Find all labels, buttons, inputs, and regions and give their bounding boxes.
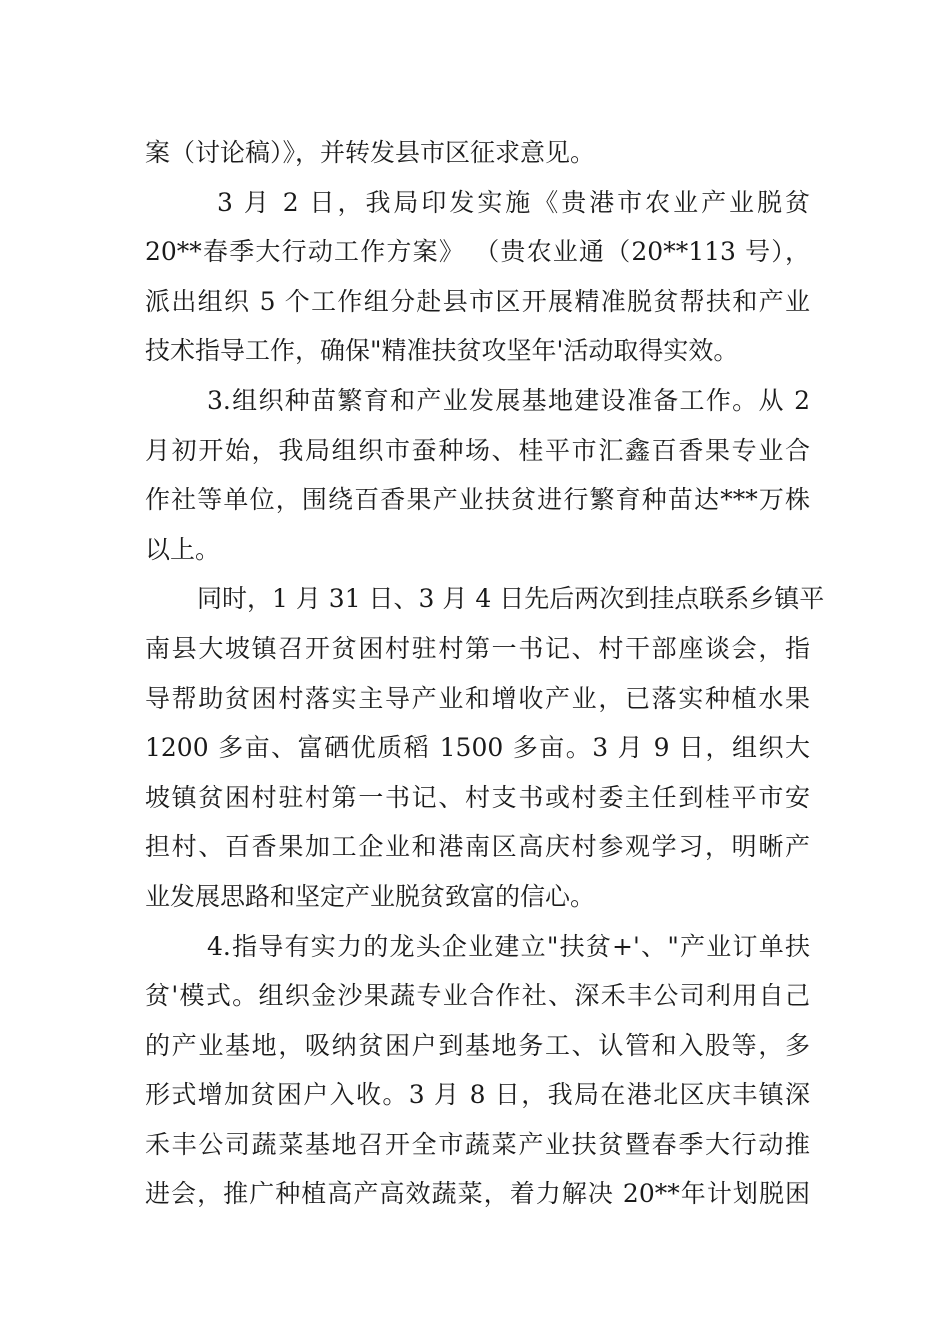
text-line: 4.指导有实力的龙头企业建立"扶贫+'、"产业订单扶 [207,931,810,961]
text-line: 业发展思路和坚定产业脱贫致富的信心。 [145,881,596,911]
text-line: 同时，1 月 31 日、3 月 4 日先后两次到挂点联系乡镇平 [197,584,825,614]
text-line: 南县大坡镇召开贫困村驻村第一书记、村干部座谈会，指 [145,633,810,663]
text-line: 技术指导工作，确保"精准扶贫攻坚年'活动取得实效。 [145,336,739,366]
text-line: 月初开始，我局组织市蚕种场、桂平市汇鑫百香果专业合 [145,435,810,465]
text-line: 1200 多亩、富硒优质稻 1500 多亩。3 月 9 日，组织大 [145,733,810,763]
text-line: 贫'模式。组织金沙果蔬专业合作社、深禾丰公司利用自己 [145,981,810,1011]
text-line: 的产业基地，吸纳贫困户到基地务工、认管和入股等，多 [145,1030,810,1060]
text-line: 进会，推广种植高产高效蔬菜，着力解决 20**年计划脱困 [145,1179,810,1209]
text-line: 担村、百香果加工企业和港南区高庆村参观学习，明晰产 [145,832,810,862]
text-line: 形式增加贫困户入收。3 月 8 日，我局在港北区庆丰镇深 [145,1080,810,1110]
text-line: 3.组织种苗繁育和产业发展基地建设准备工作。从 2 [207,385,810,415]
text-line: 作社等单位，围绕百香果产业扶贫进行繁育种苗达***万株 [145,485,810,515]
text-line: 派出组织 5 个工作组分赴县市区开展精准脱贫帮扶和产业 [145,286,810,316]
text-line: 坡镇贫困村驻村第一书记、村支书或村委主任到桂平市安 [145,782,810,812]
text-line: 导帮助贫困村落实主导产业和增收产业，已落实种植水果 [145,683,810,713]
text-line: 禾丰公司蔬菜基地召开全市蔬菜产业扶贫暨春季大行动推 [145,1129,810,1159]
text-line: 案（讨论稿）》，并转发县市区征求意见。 [145,138,596,167]
text-line: 20**春季大行动工作方案》 （贵农业通（20**113 号）， [145,237,810,267]
text-line: 以上。 [145,534,221,564]
text-line: 3 月 2 日，我局印发实施《贵港市农业产业脱贫 [217,187,810,217]
body-text [145,128,825,1219]
